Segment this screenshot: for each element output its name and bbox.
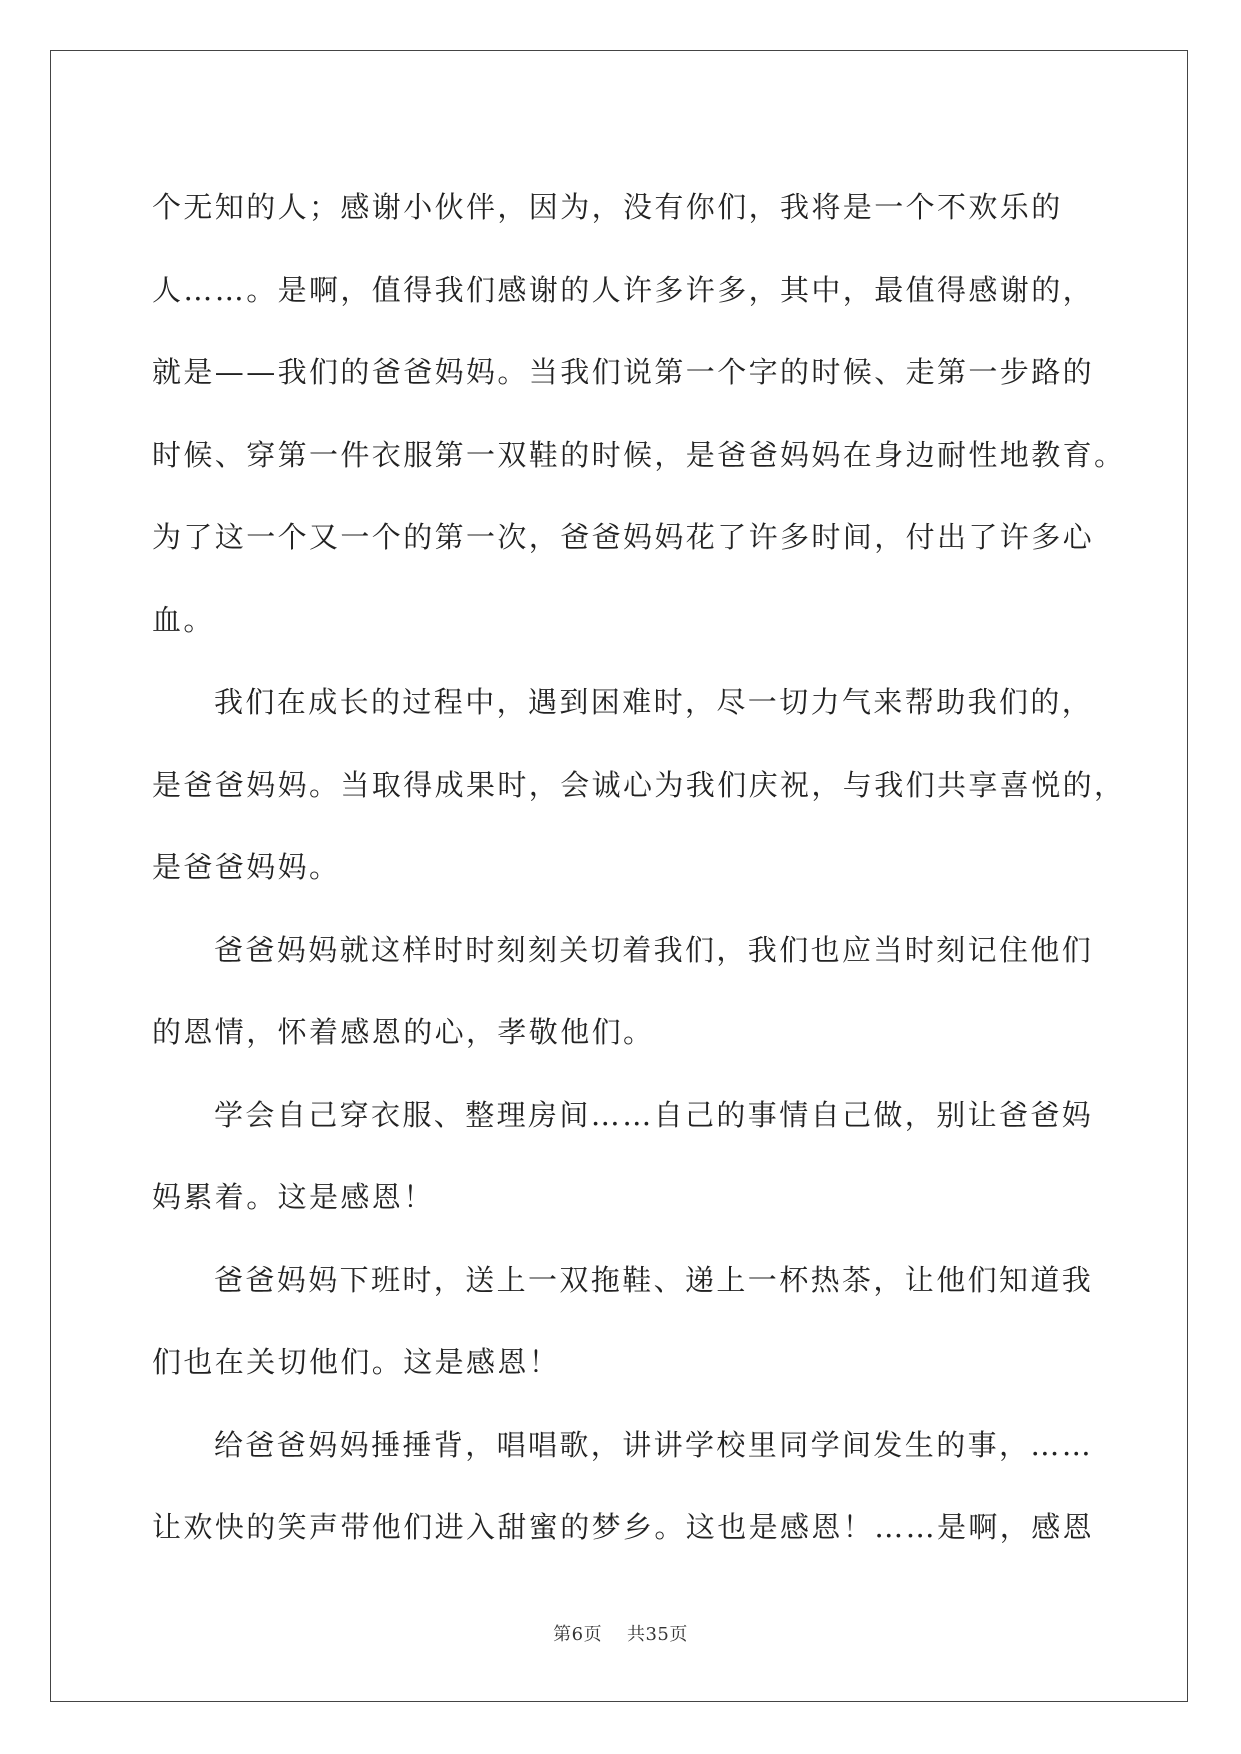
page-footer (0, 1620, 1241, 1646)
text-line: 是爸爸妈妈。当取得成果时，会诚心为我们庆祝，与我们共享喜悦的， (152, 767, 1126, 802)
text-line: 时候、穿第一件衣服第一双鞋的时候，是爸爸妈妈在身边耐性地教育。 (152, 437, 1126, 472)
text-line: 爸爸妈妈下班时，送上一双拖鞋、递上一杯热茶，让他们知道我 (214, 1262, 1094, 1297)
text-line: 让欢快的笑声带他们进入甜蜜的梦乡。这也是感恩！……是啊，感恩 (152, 1510, 1095, 1544)
paragraph-6 (152, 1404, 1095, 1569)
total-pages-label: 共35页 (626, 1624, 688, 1645)
text-line: 我们在成长的过程中，遇到困难时，尽一切力气来帮助我们的， (214, 685, 1094, 719)
text-line: 为了这一个又一个的第一次，爸爸妈妈花了许多时间，付出了许多心 (152, 520, 1095, 554)
paragraph-1 (152, 166, 1126, 661)
text-line: 血。 (152, 602, 215, 637)
paragraph-5 (152, 1239, 1092, 1404)
text-line: 们也在关切他们。这是感恩！ (152, 1345, 561, 1379)
paragraph-4 (152, 1074, 1092, 1239)
document-body (152, 166, 1126, 1569)
text-line: 的恩情，怀着感恩的心，孝敬他们。 (152, 1015, 655, 1049)
paragraph-2 (152, 661, 1126, 909)
paragraph-3 (152, 909, 1092, 1074)
text-line: 人……。是啊，值得我们感谢的人许多许多，其中，最值得感谢的， (152, 272, 1095, 307)
text-line: 个无知的人；感谢小伙伴，因为，没有你们，我将是一个不欢乐的 (152, 190, 1063, 224)
text-line: 就是——我们的爸爸妈妈。当我们说第一个字的时候、走第一步路的 (152, 355, 1095, 389)
text-line: 爸爸妈妈就这样时时刻刻关切着我们，我们也应当时刻记住他们 (214, 932, 1094, 967)
text-line: 是爸爸妈妈。 (152, 850, 341, 884)
current-page-label: 第6页 (553, 1624, 603, 1645)
text-line: 学会自己穿衣服、整理房间……自己的事情自己做，别让爸爸妈 (214, 1097, 1094, 1132)
text-line: 给爸爸妈妈捶捶背，唱唱歌，讲讲学校里同学间发生的事，…… (214, 1427, 1094, 1462)
text-line: 妈累着。这是感恩！ (152, 1180, 435, 1214)
